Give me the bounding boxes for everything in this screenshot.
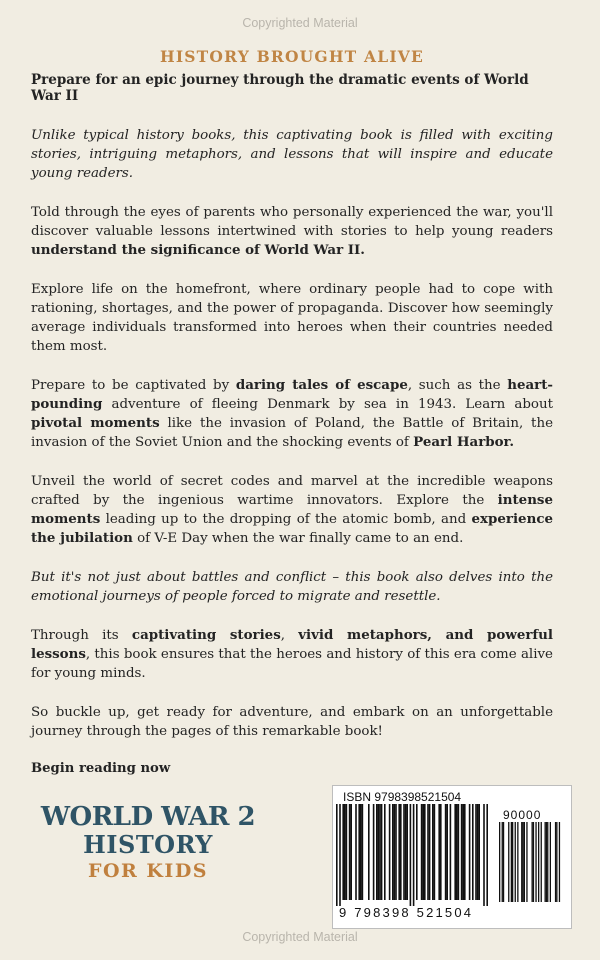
ean13-bar	[346, 804, 348, 900]
p7-text-a: Through its	[31, 628, 132, 643]
p5-text-e: of V-E Day when the war finally came to an end.	[132, 531, 464, 546]
ean13-bar	[422, 804, 424, 900]
paragraph-codes	[31, 472, 553, 548]
ean5-bar	[515, 822, 516, 902]
ean13-bar	[475, 804, 477, 900]
p4-bold-escape: daring tales of escape	[235, 377, 408, 393]
barcode-addon-bars	[499, 822, 565, 906]
p7-text-e: , this book ensures that the heroes and history of this era come alive for young minds.	[31, 647, 553, 681]
ean13-bar	[400, 804, 402, 900]
ean13-bar	[486, 804, 488, 906]
ean13-bar	[434, 804, 436, 900]
p5-bold-jubilation: experience the jubilation	[31, 511, 553, 546]
ean13-bar	[424, 804, 426, 900]
ean13-bar	[379, 804, 381, 900]
logo-line-for-kids: FOR KIDS	[87, 860, 209, 882]
isbn-label: ISBN 9798398521504	[343, 790, 462, 804]
ean13-bar	[362, 804, 364, 900]
ean13-bar	[410, 804, 412, 906]
ean5-bar	[535, 822, 536, 902]
ean13-bar	[450, 804, 452, 900]
ean13-bar	[421, 804, 423, 900]
ean13-bar	[378, 804, 380, 900]
ean13-bar	[427, 804, 429, 900]
ean13-bar	[403, 804, 405, 900]
ean13-bar	[350, 804, 352, 900]
logo-line-world-war: WORLD WAR 2	[40, 802, 256, 832]
ean13-bar	[478, 804, 480, 900]
ean5-bar	[521, 822, 522, 902]
p5-bold-intense: intense moments	[31, 492, 553, 527]
ean5-bar	[550, 822, 551, 902]
section-heading: HISTORY BROUGHT ALIVE	[159, 47, 425, 66]
back-cover-text	[31, 47, 553, 776]
copyright-watermark-top: Copyrighted Material	[242, 16, 358, 30]
p4-text-g: like the invasion of Poland, the Battle of Britain, the invasion of the Soviet Union and the shocking events of	[31, 416, 553, 450]
paragraph-summary	[31, 626, 553, 683]
ean5-bar	[538, 822, 539, 902]
ean5-bar	[526, 822, 527, 902]
ean13-bar	[477, 804, 479, 900]
ean13-bar	[440, 804, 442, 900]
isbn-barcode	[332, 785, 572, 929]
p5-text-c: leading up to the dropping of the atomic bomb, and	[100, 512, 472, 527]
call-to-action: Begin reading now	[31, 761, 171, 776]
ean13-bar	[344, 804, 346, 900]
ean13-bar	[381, 804, 383, 900]
ean13-bar	[395, 804, 397, 900]
ean13-bar	[464, 804, 466, 900]
ean13-bar	[413, 804, 415, 906]
p7-bold-metaphors: vivid metaphors, and powerful lessons	[31, 627, 553, 662]
barcode-main-bars	[336, 804, 496, 906]
paragraph-migration: But it's not just about battles and conflict – this book also delves into the emotional journeys of people forced to migrate and resettle.	[31, 570, 553, 604]
ean13-bar	[355, 804, 357, 900]
p2-bold-significance: understand the significance of World War II.	[31, 242, 365, 258]
ean5-bar	[547, 822, 548, 902]
ean13-bar	[389, 804, 391, 900]
p5-text-a: Unveil the world of secret codes and marvel at the incredible weapons crafted by the ingenious wartime innovators. Explore the	[31, 474, 553, 508]
ean13-bar	[472, 804, 474, 900]
ean5-bar	[508, 822, 509, 902]
p2-text: Told through the eyes of parents who personally experienced the war, you'll discover valuable lessons intertwined with stories to help young readers	[31, 205, 553, 239]
ean5-bar	[517, 822, 518, 902]
p4-bold-heart: heart-pounding	[31, 377, 553, 412]
p4-bold-pearl: Pearl Harbor.	[413, 434, 515, 450]
ean13-bar	[394, 804, 396, 900]
ean5-bar	[546, 822, 547, 902]
barcode-digits: 9 798398 521504	[339, 905, 474, 920]
ean5-bar	[502, 822, 503, 902]
ean13-bar	[458, 804, 460, 900]
ean13-bar	[469, 804, 471, 900]
ean13-bar	[358, 804, 360, 900]
ean13-bar	[438, 804, 440, 900]
ean13-bar	[342, 804, 344, 900]
ean5-bar	[522, 822, 523, 902]
ean13-bar	[416, 804, 418, 900]
ean13-bar	[456, 804, 458, 900]
paragraph-parents	[31, 203, 553, 260]
p7-text-c: ,	[280, 628, 299, 643]
p4-text-c: , such as the	[407, 378, 508, 393]
ean5-bar	[556, 822, 557, 902]
price-code: 90000	[503, 808, 542, 822]
ean5-bar	[511, 822, 512, 902]
ean13-bar	[483, 804, 485, 906]
paragraph-intro: Unlike typical history books, this captivating book is filled with exciting stories, intriguing metaphors, and lessons that will inspire and educate young readers.	[31, 128, 553, 181]
ean13-bar	[461, 804, 463, 900]
ean13-bar	[446, 804, 448, 900]
lead-line: Prepare for an epic journey through the dramatic events of World War II	[31, 72, 529, 104]
paragraph-escape	[31, 376, 553, 452]
ean13-bar	[376, 804, 378, 900]
ean13-bar	[368, 804, 370, 900]
ean5-bar	[499, 822, 500, 902]
ean13-bar	[339, 804, 341, 906]
p4-text-a: Prepare to be captivated by	[31, 378, 236, 393]
ean5-bar	[559, 822, 560, 902]
ean13-bar	[398, 804, 400, 900]
ean5-bar	[512, 822, 513, 902]
ean5-bar	[545, 822, 546, 902]
ean13-bar	[429, 804, 431, 900]
ean5-bar	[503, 822, 504, 902]
ean13-bar	[360, 804, 362, 900]
ean5-bar	[541, 822, 542, 902]
ean13-bar	[349, 804, 351, 900]
ean5-bar	[532, 822, 533, 902]
ean13-bar	[392, 804, 394, 900]
logo-line-history: HISTORY	[83, 830, 213, 859]
ean13-bar	[373, 804, 375, 900]
paragraph-homefront: Explore life on the homefront, where ordinary people had to cope with rationing, shortages, and the power of propaganda. Discover how seemingly average individuals transformed into heroes when their countries needed them most.	[31, 282, 553, 354]
book-logo	[38, 802, 258, 884]
ean13-bar	[454, 804, 456, 900]
ean5-bar	[533, 822, 534, 902]
ean5-bar	[555, 822, 556, 902]
ean5-bar	[524, 822, 525, 902]
ean13-bar	[432, 804, 434, 900]
ean13-bar	[406, 804, 408, 900]
paragraph-closing: So buckle up, get ready for adventure, and embark on an unforgettable journey through the pages of this remarkable book!	[31, 705, 553, 739]
p4-bold-pivotal: pivotal moments	[31, 415, 160, 431]
copyright-watermark-bottom: Copyrighted Material	[242, 930, 358, 944]
ean13-bar	[405, 804, 407, 900]
ean13-bar	[384, 804, 386, 900]
ean13-bar	[462, 804, 464, 900]
p7-bold-stories: captivating stories	[131, 627, 281, 643]
ean13-bar	[336, 804, 338, 906]
ean13-bar	[445, 804, 447, 900]
p4-text-e: adventure of fleeing Denmark by sea in 1943. Learn about	[102, 397, 553, 412]
